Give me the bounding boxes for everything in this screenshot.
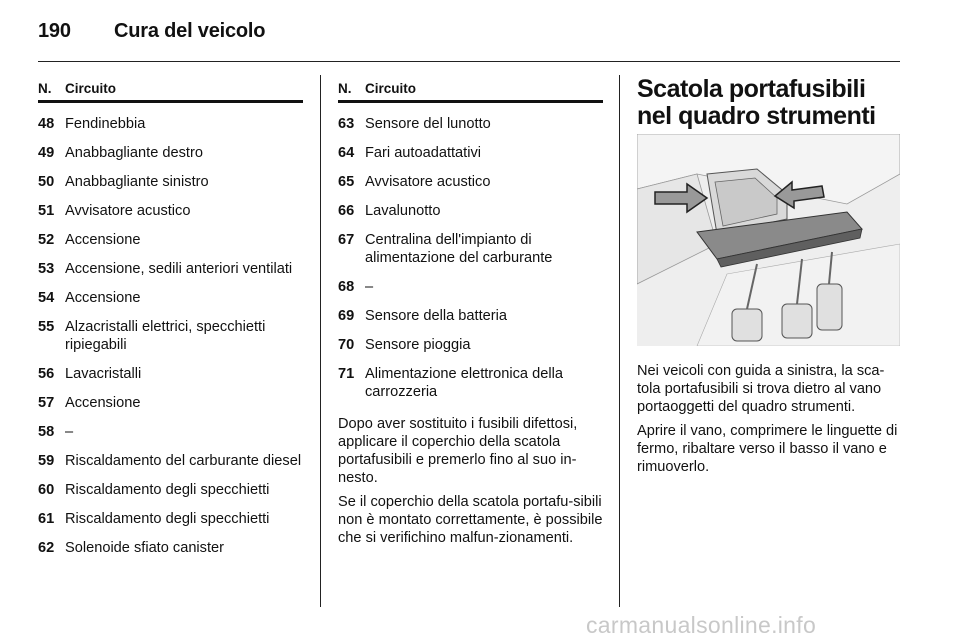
circuit-name: Avvisatore acustico — [65, 203, 191, 219]
table-row — [38, 539, 303, 557]
table-row — [38, 173, 303, 191]
fuse-number: 58 — [38, 424, 55, 440]
column-divider-2 — [619, 75, 620, 607]
fuse-number: 55 — [38, 319, 55, 335]
table-row — [38, 202, 303, 220]
circuit-name: Riscaldamento degli specchietti — [65, 511, 270, 527]
table-row — [338, 278, 603, 296]
fuse-number: 59 — [38, 453, 55, 469]
fuse-number: 70 — [338, 337, 355, 353]
circuit-name: Centralina dell'impianto di alimentazione del carburante — [365, 232, 553, 266]
fuse-number: 71 — [338, 366, 355, 382]
fuse-table-1 — [38, 80, 303, 557]
fuse-number: 65 — [338, 174, 355, 190]
table-row — [338, 231, 603, 267]
circuit-name: Lavacristalli — [65, 366, 142, 382]
circuit-name: Lavalunotto — [365, 203, 441, 219]
circuit-name: Accensione, sedili anteriori ventilati — [65, 261, 293, 277]
fuse-number: 50 — [38, 174, 55, 190]
circuit-name: Sensore della batteria — [365, 308, 507, 324]
fuse-number: 63 — [338, 116, 355, 132]
table-row — [38, 144, 303, 162]
table-row — [338, 144, 603, 162]
fuse-number: 62 — [38, 540, 55, 556]
table-row — [38, 318, 303, 354]
table-row — [338, 173, 603, 191]
table-rows — [338, 115, 603, 401]
body-text — [338, 415, 603, 547]
fuse-number: 66 — [338, 203, 355, 219]
circuit-name: Anabbagliante destro — [65, 145, 203, 161]
table-row — [38, 481, 303, 499]
table-row — [338, 115, 603, 133]
table-row — [38, 452, 303, 470]
fuse-number: 64 — [338, 145, 355, 161]
table-row — [338, 365, 603, 401]
header-circuit: Circuito — [65, 81, 117, 96]
table-row — [38, 115, 303, 133]
table-row — [38, 365, 303, 383]
fuse-number: 56 — [38, 366, 55, 382]
circuit-name: Avvisatore acustico — [365, 174, 491, 190]
circuit-name: – — [365, 279, 374, 295]
table-row — [338, 336, 603, 354]
fuse-number: 48 — [38, 116, 55, 132]
fuse-box-illustration — [637, 134, 900, 346]
table-rows — [38, 115, 303, 557]
table-row — [38, 423, 303, 441]
circuit-name: Riscaldamento del carburante diesel — [65, 453, 302, 469]
table-row — [38, 510, 303, 528]
fuse-number: 52 — [38, 232, 55, 248]
header-number: N. — [338, 81, 352, 96]
circuit-name: – — [65, 424, 74, 440]
circuit-name: Accensione — [65, 232, 141, 248]
table-header — [338, 80, 603, 103]
paragraph: Dopo aver sostituito i fusibili difettosi, applicare il coperchio della scatola portafusibili e premerlo fino al suo in-nesto. — [338, 416, 578, 486]
circuit-name: Alimentazione elettronica della carrozzeria — [365, 366, 563, 400]
watermark: carmanualsonline.info — [586, 612, 817, 638]
paragraph: Nei veicoli con guida a sinistra, la sca-tola portafusibili si trova dietro al vano portaoggetti del quadro strumenti. — [637, 363, 885, 415]
circuit-name: Riscaldamento degli specchietti — [65, 482, 270, 498]
fuse-number: 67 — [338, 232, 355, 248]
paragraph: Se il coperchio della scatola portafu-sibili non è montato correttamente, è possibile che si verifichino malfun-zionamenti. — [338, 494, 603, 546]
fuse-number: 53 — [38, 261, 55, 277]
fuse-number: 68 — [338, 279, 355, 295]
right-body-text — [637, 362, 902, 482]
page-title: Cura del veicolo — [114, 20, 266, 42]
fuse-number: 57 — [38, 395, 55, 411]
fuse-number: 60 — [38, 482, 55, 498]
page-header — [38, 20, 265, 43]
fuse-number: 54 — [38, 290, 55, 306]
circuit-name: Sensore pioggia — [365, 337, 471, 353]
header-number: N. — [38, 81, 52, 96]
table-row — [38, 260, 303, 278]
table-row — [338, 307, 603, 325]
circuit-name: Fendinebbia — [65, 116, 146, 132]
circuit-name: Accensione — [65, 395, 141, 411]
circuit-name: Accensione — [65, 290, 141, 306]
fuse-number: 49 — [38, 145, 55, 161]
section-title: Scatola portafusibili nel quadro strumenti — [637, 75, 876, 130]
table-row — [38, 394, 303, 412]
fuse-table-2 — [338, 80, 603, 553]
table-row — [38, 289, 303, 307]
circuit-name: Sensore del lunotto — [365, 116, 491, 132]
table-row — [338, 202, 603, 220]
circuit-name: Fari autoadattativi — [365, 145, 482, 161]
fuse-number: 51 — [38, 203, 55, 219]
table-row — [38, 231, 303, 249]
circuit-name: Anabbagliante sinistro — [65, 174, 209, 190]
circuit-name: Alzacristalli elettrici, specchietti ripiegabili — [65, 319, 266, 353]
page-number: 190 — [38, 20, 71, 42]
table-header — [38, 80, 303, 103]
fuse-number: 69 — [338, 308, 355, 324]
paragraph: Aprire il vano, comprimere le linguette di fermo, ribaltare verso il basso il vano e rimuoverlo. — [637, 423, 898, 475]
circuit-name: Solenoide sfiato canister — [65, 540, 225, 556]
column-divider-1 — [320, 75, 321, 607]
header-rule — [38, 61, 900, 62]
header-circuit: Circuito — [365, 81, 417, 96]
fuse-number: 61 — [38, 511, 55, 527]
